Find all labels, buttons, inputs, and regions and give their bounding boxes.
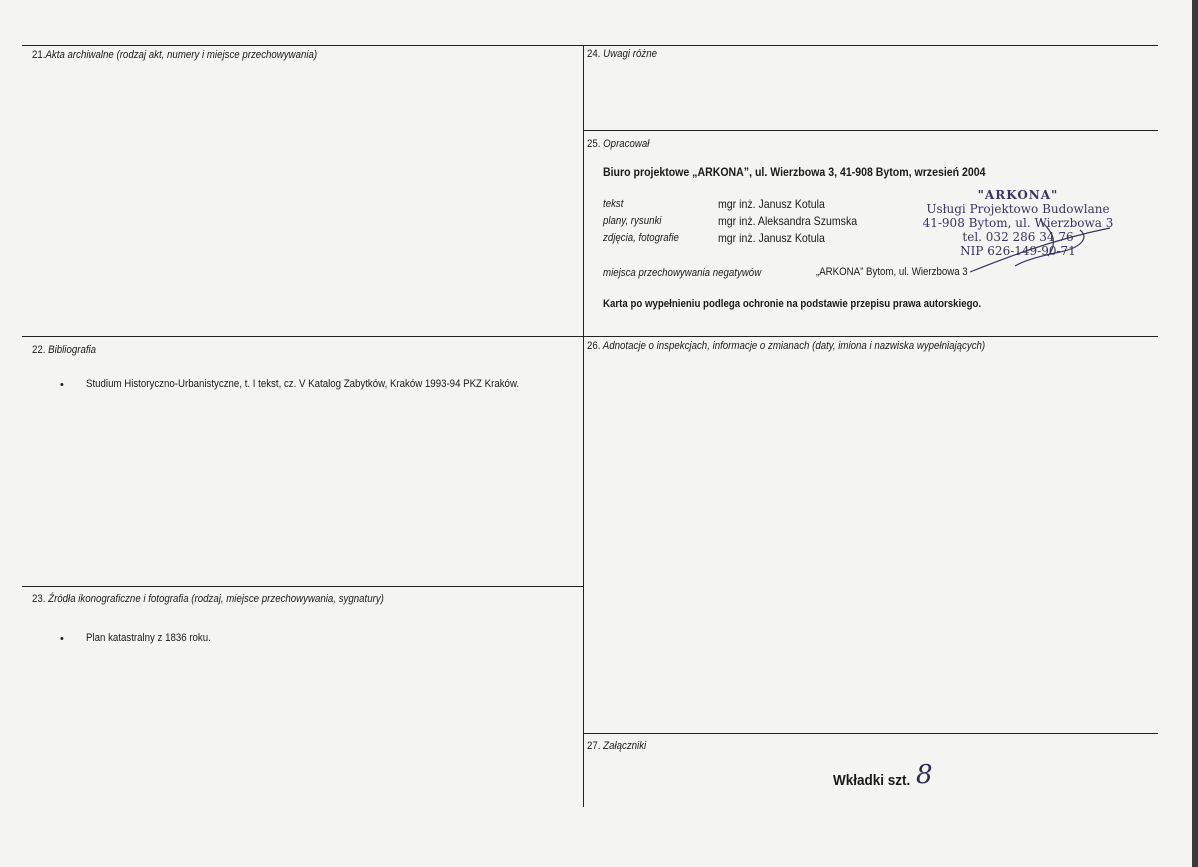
stamp-line-4: NIP 626-149-90-71 [960,244,1076,258]
rule-26-27 [583,733,1158,734]
rule-24-25 [583,130,1158,131]
copyright-notice: Karta po wypełnieniu podlega ochronie na podstawie przepisu prawa autorskiego. [603,298,982,310]
role-photos: zdjęcia, fotografie [603,232,679,244]
section-27-label: 27. Załączniki [587,740,647,752]
negatives-value: „ARKONA” Bytom, ul. Wierzbowa 3 [816,266,968,278]
stamp-line-3: tel. 032 286 34 76 [962,230,1074,244]
inserts-count: 8 [916,760,933,790]
scan-edge [1192,0,1198,867]
column-divider [583,45,584,807]
iconography-item: Plan katastralny z 1836 roku. [86,632,211,644]
section-26-label: 26. Adnotacje o inspekcjach, informacje o zmianach (daty, imiona i nazwiska wypełniających) [587,340,986,352]
section-24-label: 24. Uwagi różne [587,48,657,60]
person-drawings: mgr inż. Aleksandra Szumska [718,214,858,228]
signature-scribble [930,200,1120,290]
top-rule [22,45,1158,46]
office-line: Biuro projektowe „ARKONA”, ul. Wierzbowa 3, 41-908 Bytom, wrzesień 2004 [603,165,986,179]
stamp-title: "ARKONA" [977,188,1059,202]
inserts-label: Wkładki szt. [833,772,911,789]
negatives-label: miejsca przechowywania negatywów [603,267,762,279]
person-text: mgr inż. Janusz Kotula [718,197,825,211]
iconography-bullet: • [60,633,64,645]
rule-21-22 [22,336,1158,337]
bibliography-item: Studium Historyczno-Urbanistyczne, t. I tekst, cz. V Katalog Zabytków, Kraków 1993-94 PKZ Kraków. [86,378,520,390]
stamp-line-2: 41-908 Bytom, ul. Wierzbowa 3 [922,216,1114,230]
section-25-label: 25. Opracował [587,138,650,150]
role-drawings: plany, rysunki [603,215,662,227]
section-22-label: 22. Bibliografia [32,344,97,356]
bibliography-bullet: • [60,379,64,391]
section-23-label: 23. Źródła ikonograficzne i fotografia (rodzaj, miejsce przechowywania, sygnatury) [32,593,384,605]
rule-22-23 [22,586,583,587]
stamp-line-1: Usługi Projektowo Budowlane [926,202,1110,216]
section-21-label: 21.Akta archiwalne (rodzaj akt, numery i miejsce przechowywania) [32,49,318,61]
role-text: tekst [603,198,624,210]
person-photos: mgr inż. Janusz Kotula [718,231,825,245]
